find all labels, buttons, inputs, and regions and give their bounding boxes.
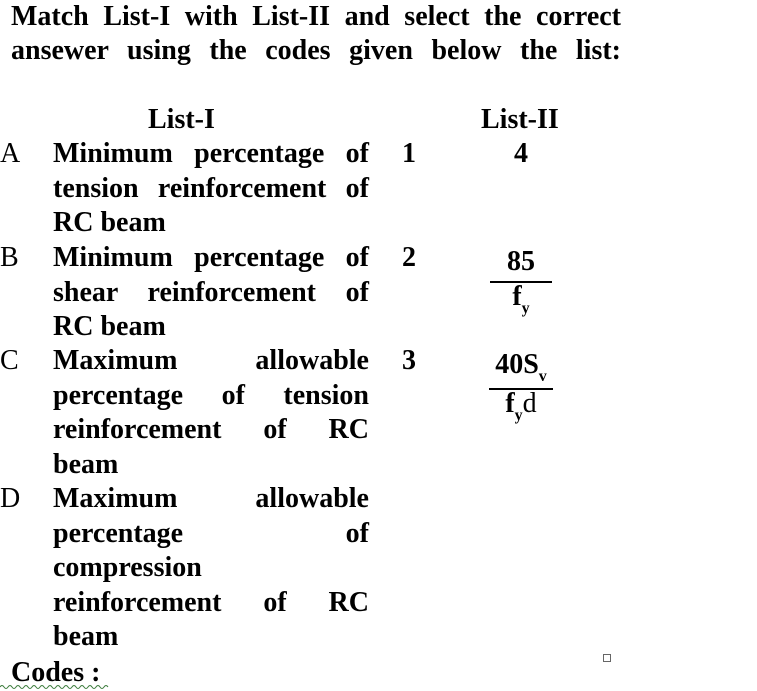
item-line: Maximum allowable	[53, 345, 369, 376]
list2-fraction-3	[489, 349, 553, 424]
item-line: percentage of	[53, 517, 369, 549]
codes-label: Codes :	[11, 657, 101, 688]
fraction-bar	[489, 388, 553, 390]
list2-number-2: 2	[402, 242, 416, 273]
list1-item-c	[53, 344, 369, 482]
item-line: Minimum percentage of	[53, 242, 369, 273]
fraction-numerator	[489, 350, 553, 384]
list1-item-d	[53, 482, 369, 655]
fraction-denominator	[490, 281, 552, 317]
denominator-subscript: y	[514, 407, 523, 424]
numerator-text: 40S	[495, 349, 539, 380]
list1-item-a	[53, 137, 369, 241]
denominator-text: f	[512, 281, 522, 312]
list2-number-3: 3	[402, 345, 416, 376]
list1-letter-b: B	[0, 242, 19, 273]
list2-header: List-II	[481, 104, 559, 135]
item-line: tension reinforcement of	[53, 172, 369, 204]
object-anchor-marker[interactable]	[603, 654, 611, 662]
item-line: compression	[53, 552, 202, 583]
item-line: beam	[53, 448, 119, 480]
item-line: Minimum percentage of	[53, 138, 369, 169]
fraction-numerator: 85	[507, 246, 535, 277]
item-line: RC beam	[53, 311, 166, 342]
question-text	[11, 0, 621, 68]
list2-value-1: 4	[514, 138, 528, 169]
question-line-2: ansewer using the codes given below the list:	[11, 35, 621, 66]
list1-letter-a: A	[0, 138, 21, 169]
list1-letter-d: D	[0, 483, 21, 514]
question-line-1: Match List-I with List-II and select the correct	[11, 1, 621, 32]
list1-header: List-I	[148, 104, 215, 135]
fraction-denominator	[489, 388, 553, 424]
list2-fraction-2	[490, 246, 552, 317]
item-line: beam	[53, 621, 119, 652]
item-line: RC beam	[53, 207, 166, 238]
item-line: percentage of tension	[53, 379, 369, 411]
item-line: Maximum allowable	[53, 483, 369, 514]
list2-number-1: 1	[402, 138, 416, 169]
denominator-subscript: y	[521, 300, 530, 317]
item-line: shear reinforcement of	[53, 276, 369, 308]
list1-letter-c: C	[0, 345, 19, 376]
denominator-tail: d	[522, 388, 537, 419]
item-line: reinforcement of RC	[53, 586, 369, 618]
list1-item-b	[53, 241, 369, 345]
spellcheck-underline	[0, 684, 110, 690]
item-line: reinforcement of RC	[53, 414, 369, 445]
denominator-text: f	[505, 388, 515, 419]
numerator-subscript: v	[538, 368, 547, 385]
